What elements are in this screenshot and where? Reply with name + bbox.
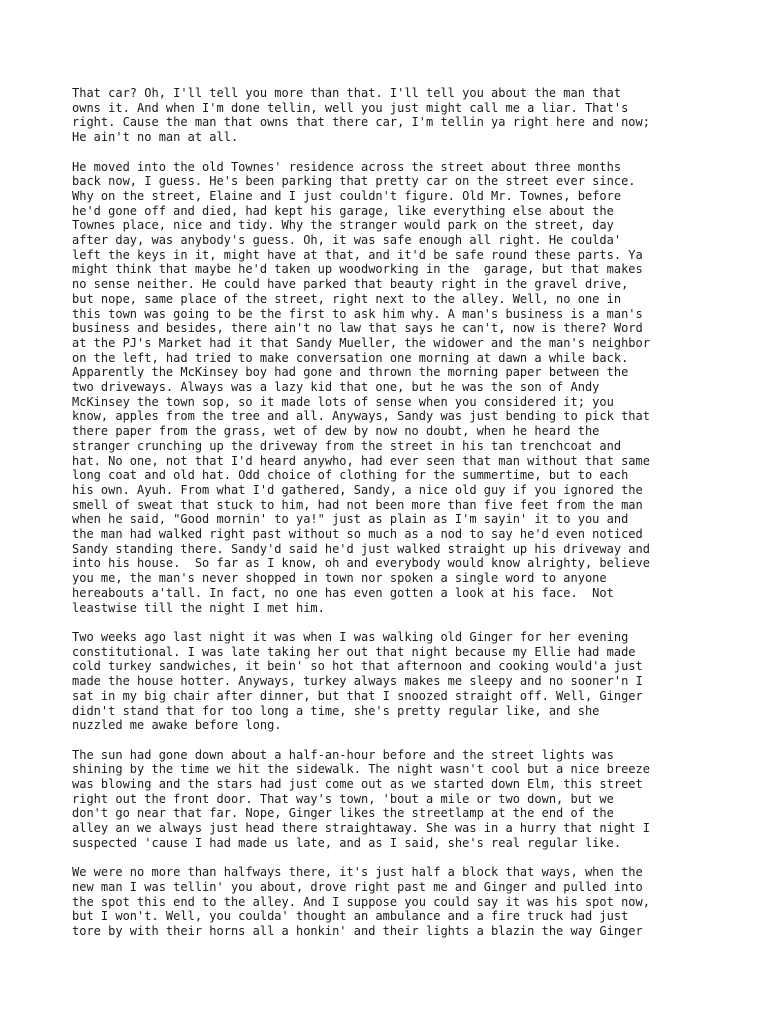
- paragraph-1: That car? Oh, I'll tell you more than that. I'll tell you about the man that owns it. And when I'm done tellin, well you just might call me a liar. That's right. Cause the man that owns that there car, I'm tellin ya right here and now; He ain't no man at all.: [72, 86, 650, 145]
- story-text: [72, 86, 692, 953]
- paragraph-5: We were no more than halfways there, it's just half a block that ways, when the new man I was tellin' you about, drove right past me and Ginger and pulled into the spot this end to the alley. And I suppose you could say it was his spot now, but I won't. Well, you coulda' thought an ambulance and a fire truck had just tore by with their horns all a honkin' and their lights a blazin the way Ginger: [72, 865, 650, 939]
- paragraph-2: He moved into the old Townes' residence across the street about three months back now, I guess. He's been parking that pretty car on the street ever since. Why on the street, Elaine and I just couldn't figure. Old Mr. Townes, before he'd gone off and died, had kept his garage, like everything else about the Townes place, nice and tidy. Why the stranger would park on the street, day after day, was anybody's guess. Oh, it was safe enough all right. He coulda' left the keys in it, might have at that, and it'd be safe round these parts. Ya might think that maybe he'd taken up woodworking in the garage, but that makes no sense neither. He could have parked that beauty right in the gravel drive, but nope, same place of the street, right next to the alley. Well, no one in this town was going to be the first to ask him why. A man's business is a man's business and besides, there ain't no law that says he can't, now is there? Word at the PJ's Market had it that Sandy Mueller, the widower and the man's neighbor on the left, had tried to make conversation one morning at dawn a while back. Apparently the McKinsey boy had gone and thrown the morning paper between the two driveways. Always was a lazy kid that one, but he was the son of Andy McKinsey the town sop, so it made lots of sense when you considered it; you know, apples from the tree and all. Anyways, Sandy was just bending to pick that there paper from the grass, wet of dew by now no doubt, when he heard the stranger crunching up the driveway from the street in his tan trenchcoat and hat. No one, not that I'd heard anywho, had ever seen that man without that same long coat and old hat. Odd choice of clothing for the summertime, but to each his own. Ayuh. From what I'd gathered, Sandy, a nice old guy if you ignored the smell of sweat that stuck to him, had not been more than five feet from the man when he said, "Good mornin' to ya!" just as plain as I'm sayin' it to you and the man had walked right past without so much as a nod to say he'd even noticed Sandy standing there. Sandy'd said he'd just walked straight up his driveway and into his house. So far as I know, oh and everybody would know alrighty, believe you me, the man's never shopped in town nor spoken a single word to anyone hereabouts a'tall. In fact, no one has even gotten a look at his face. Not leastwise till the night I met him.: [72, 159, 650, 615]
- paragraph-3: Two weeks ago last night it was when I was walking old Ginger for her evening constitutional. I was late taking her out that night because my Ellie had made cold turkey sandwiches, it bein' so hot that afternoon and cooking would'a just made the house hotter. Anyways, turkey always makes me sleepy and no sooner'n I sat in my big chair after dinner, but that I snoozed straight off. Well, Ginger didn't stand that for too long a time, she's pretty regular like, and she nuzzled me awake before long.: [72, 629, 643, 733]
- paragraph-4: The sun had gone down about a half-an-hour before and the street lights was shining by the time we hit the sidewalk. The night wasn't cool but a nice breeze was blowing and the stars had just come out as we started down Elm, this street right out the front door. That way's town, 'bout a mile or two down, but we don't go near that far. Nope, Ginger likes the streetlamp at the end of the alley an we always just head there straightaway. She was in a hurry that night I suspected 'cause I had made us late, and as I said, she's real regular like.: [72, 747, 650, 850]
